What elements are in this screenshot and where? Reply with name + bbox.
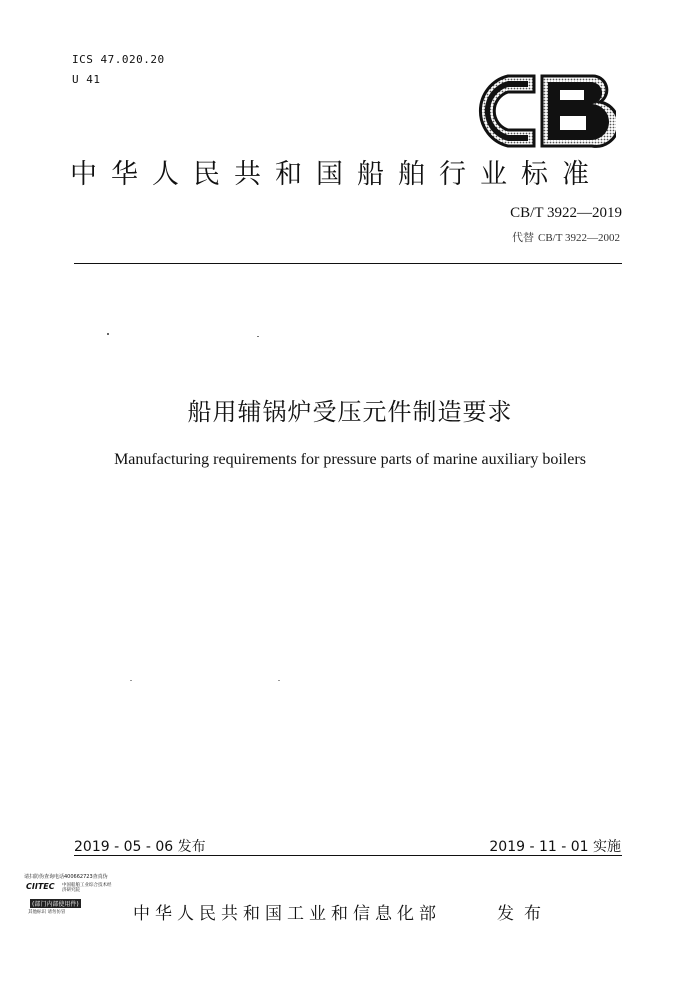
- scan-speck: [278, 680, 280, 681]
- replaces-line: [512, 229, 620, 245]
- standard-number: CB/T 3922—2019: [510, 205, 622, 221]
- publisher: 中华人民共和国工业和信息化部: [133, 904, 441, 924]
- standard-title: 中华人民共和国船舶行业标准: [70, 159, 603, 190]
- bottom-divider: [74, 855, 622, 856]
- scan-speck: [107, 333, 109, 335]
- cb-logo: [468, 72, 616, 150]
- top-divider: [74, 263, 622, 264]
- title-english: Manufacturing requirements for pressure parts of marine auxiliary boilers: [114, 451, 586, 468]
- stamp-doc-type: (部门内部使用件): [32, 901, 79, 908]
- publish-word: 发布: [497, 904, 551, 924]
- stamp-bottom-line: 其他标识 请勿仿冒: [28, 910, 66, 915]
- anti-counterfeit-stamp: [24, 873, 114, 915]
- stamp-brand: CIITEC: [26, 882, 55, 891]
- replaces-label: 代替: [511, 231, 534, 244]
- replaces-number: CB/T 3922—2002: [537, 232, 620, 244]
- title-chinese: 船用辅锅炉受压元件制造要求: [187, 398, 513, 426]
- issue-date: 2019 - 05 - 06 发布: [74, 839, 206, 855]
- implement-date: 2019 - 11 - 01 实施: [489, 839, 621, 855]
- ics-code: ICS 47.020.20: [72, 53, 165, 66]
- stamp-org: 中国船舶工业综合技术经济研究院: [62, 883, 112, 893]
- scan-speck: [130, 680, 132, 681]
- ccs-code: U 41: [72, 73, 101, 86]
- stamp-top-line: 请扫防伪查询电话400662723查真伪: [24, 874, 108, 880]
- scan-speck: [257, 336, 259, 337]
